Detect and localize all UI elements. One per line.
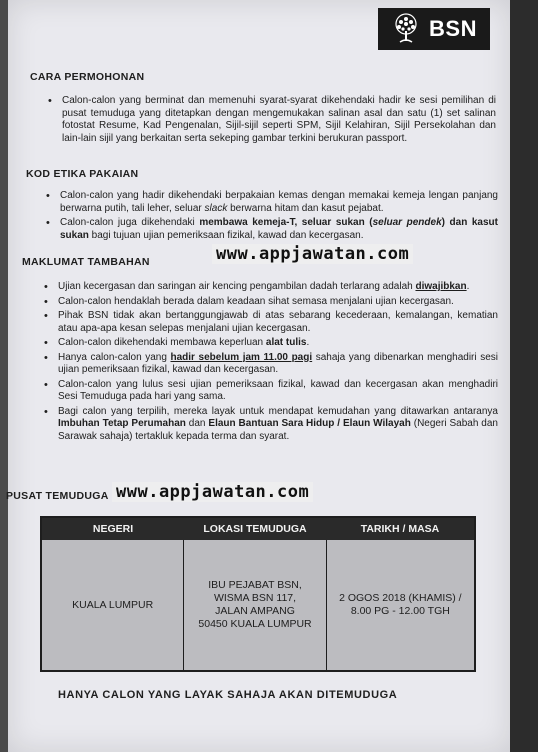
list-item: • Calon-calon yang lulus sesi ujian pemeriksaan fizikal, kawad dan kecergasan akan menghadiri Sesi Temuduga pada hari yang sama. xyxy=(44,379,498,404)
table-header xyxy=(42,518,474,540)
logo-text: BSN xyxy=(429,16,477,41)
list-item: • Pihak BSN tidak akan bertanggungjawab di atas sebarang kecederaan, kemalangan, kematian atau apa-apa kesan selepas menjalani ujian kecergasan. xyxy=(44,310,498,335)
list-maklumat-tambahan xyxy=(44,281,498,445)
heading-maklumat-tambahan: MAKLUMAT TAMBAHAN xyxy=(22,256,150,268)
list-item: • Bagi calon yang terpilih, mereka layak untuk mendapat kemudahan yang ditawarkan antaranya Imbuhan Tetap Perumahan dan Elaun Bantuan Sara Hidup / Elaun Wilayah (Negeri Sabah dan Sarawak sahaja) tertakluk kepada terma dan syarat. xyxy=(44,406,498,444)
list-item: • Calon-calon yang hadir dikehendaki berpakaian kemas dengan memakai kemeja lengan panjang berwarna putih, tali leher, seluar slack berwarna hitam dan kasut pejabat. xyxy=(46,190,498,215)
interview-table xyxy=(40,516,476,672)
footer-note: HANYA CALON YANG LAYAK SAHAJA AKAN DITEMUDUGA xyxy=(58,689,398,701)
list-item: • Calon-calon yang berminat dan memenuhi syarat-syarat dikehendaki hadir ke sesi pemilihan di pusat temuduga yang ditetapkan dengan mengemukakan salinan asal dan satu (1) set salinan fotostat Resume, Kad Pengenalan, Sijil-sijil seperti SPM, Sijil Kelahiran, Sijil Persekolahan dan lain-lain sijil yang berkaitan serta sekeping gambar terkini berukuran passport. xyxy=(48,95,496,145)
cell-tarikh: 2 OGOS 2018 (KHAMIS) / 8.00 PG - 12.00 TGH xyxy=(339,592,462,617)
table-row xyxy=(42,540,474,670)
list-kod-etika xyxy=(46,190,498,244)
tree-icon xyxy=(391,13,421,45)
list-cara-permohonan xyxy=(48,95,496,147)
header-tarikh: TARIKH / MASA xyxy=(360,523,440,535)
list-item: • Calon-calon juga dikehendaki membawa kemeja-T, seluar sukan (seluar pendek) dan kasut sukan bagi tujuan ujian pemeriksaan fizikal, kawad dan kecergasan. xyxy=(46,217,498,242)
list-item: • Calon-calon dikehendaki membawa keperluan alat tulis. xyxy=(44,337,498,350)
watermark-text: www.appjawatan.com xyxy=(112,482,313,502)
cell-lokasi: IBU PEJABAT BSN, WISMA BSN 117, JALAN AMPANG 50450 KUALA LUMPUR xyxy=(184,540,326,670)
heading-cara-permohonan: CARA PERMOHONAN xyxy=(30,71,145,83)
heading-kod-etika: KOD ETIKA PAKAIAN xyxy=(26,168,139,180)
heading-pusat-temuduga: PUSAT TEMUDUGA xyxy=(6,490,109,502)
list-item: • Calon-calon hendaklah berada dalam keadaan sihat semasa menjalani ujian kecergasan. xyxy=(44,296,498,309)
photo-edge xyxy=(510,0,538,752)
list-item: • Ujian kecergasan dan saringan air kencing pengambilan dadah terlarang adalah diwajibkan. xyxy=(44,281,498,294)
list-item: • Hanya calon-calon yang hadir sebelum jam 11.00 pagi sahaja yang dibenarkan menghadiri sesi ujian pemeriksaan fizikal, kawad dan kecergasan. xyxy=(44,352,498,377)
header-lokasi: LOKASI TEMUDUGA xyxy=(203,523,307,535)
header-negeri: NEGERI xyxy=(92,523,134,535)
cell-negeri: KUALA LUMPUR xyxy=(42,540,184,670)
bsn-logo xyxy=(378,8,490,50)
watermark-text: www.appjawatan.com xyxy=(212,244,413,264)
